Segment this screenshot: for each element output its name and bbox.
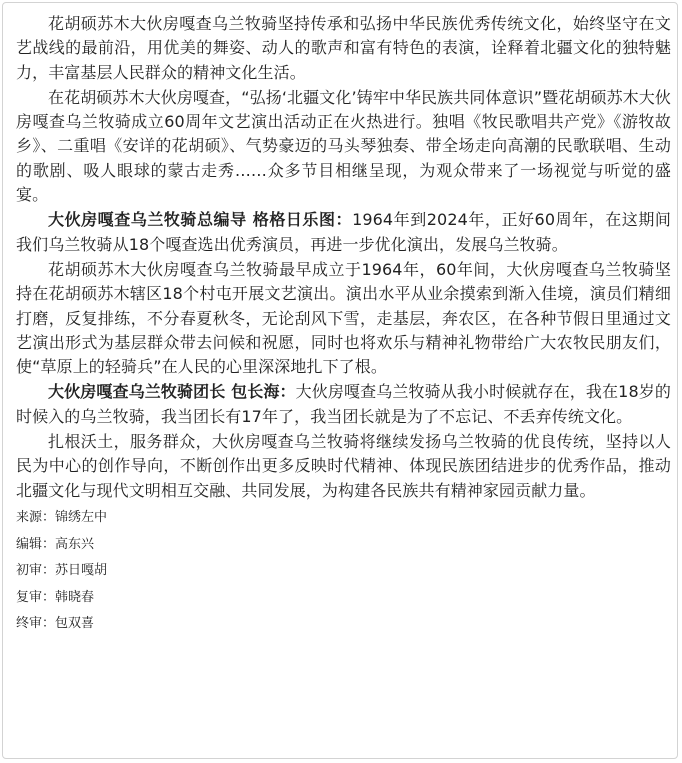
paragraph-text: 1964年到2024年，正好60周年，在这期间我们乌兰牧骑从18个嘎查选出优秀演员，再进一步优化演出，发展乌兰牧骑。 — [16, 210, 671, 254]
article-paragraph — [16, 86, 671, 207]
article-paragraph — [16, 430, 671, 503]
article-paragraph — [16, 258, 671, 379]
credit-first-review: 初审：苏日嘎胡 — [16, 563, 108, 579]
article-body — [16, 12, 671, 638]
paragraph-text: 扎根沃土，服务群众，大伙房嘎查乌兰牧骑将继续发扬乌兰牧骑的优良传统，坚持以人民为中心的创作导向，不断创作出更多反映时代精神、体现民族团结进步的优秀作品，推动北疆文化与现代文明相互交融、共同发展，为构建各民族共有精神家园贡献力量。 — [16, 432, 671, 500]
paragraph-text: 花胡硕苏木大伙房嘎查乌兰牧骑坚持传承和弘扬中华民族优秀传统文化，始终坚守在文艺战线的最前沿，用优美的舞姿、动人的歌声和富有特色的表演，诠释着北疆文化的独特魅力，丰富基层人民群众的精神文化生活。 — [16, 14, 671, 82]
article-frame — [2, 2, 678, 759]
credits-block — [16, 505, 671, 638]
credit-second-review: 复审：韩晓春 — [16, 589, 95, 605]
paragraph-text: 在花胡硕苏木大伙房嘎查，“弘扬‘北疆文化’铸牢中华民族共同体意识”暨花胡硕苏木大伙房嘎查乌兰牧骑成立60周年文艺演出活动正在火热进行。独唱《牧民歌唱共产党》《游牧故乡》、二重唱《安详的花胡硕》、气势豪迈的马头琴独奏、带全场走向高潮的民歌联唱、生动的歌剧、吸人眼球的蒙古走秀……众多节目相继呈现，为观众带来了一场视觉与听觉的盛宴。 — [16, 87, 671, 205]
article-paragraph — [16, 208, 671, 257]
credit-final-review: 终审：包双喜 — [16, 616, 95, 632]
article-paragraph — [16, 380, 671, 429]
article-paragraph — [16, 12, 671, 85]
speaker-label: 大伙房嘎查乌兰牧骑团长 包长海： — [48, 382, 296, 402]
credit-editor: 编辑：高东兴 — [16, 536, 95, 552]
paragraph-text: 大伙房嘎查乌兰牧骑从我小时候就存在，我在18岁的时候入的乌兰牧骑，我当团长有17年了，我当团长就是为了不忘记、不丢弃传统文化。 — [16, 382, 672, 426]
credit-source: 来源：锦绣左中 — [16, 509, 108, 525]
paragraph-text: 花胡硕苏木大伙房嘎查乌兰牧骑最早成立于1964年，60年间，大伙房嘎查乌兰牧骑坚持在花胡硕苏木辖区18个村屯开展文艺演出。演出水平从业余摸索到渐入佳境，演员们精细打磨，反复排练，不分春夏秋冬，无论刮风下雪，走基层，奔农区，在各种节假日里通过文艺演出形式为基层群众带去问候和祝愿，同时也将欢乐与精神礼物带给广大农牧民朋友们，使“草原上的轻骑兵”在人民的心里深深地扎下了根。 — [16, 259, 671, 377]
speaker-label: 大伙房嘎查乌兰牧骑总编导 格格日乐图： — [48, 210, 353, 230]
